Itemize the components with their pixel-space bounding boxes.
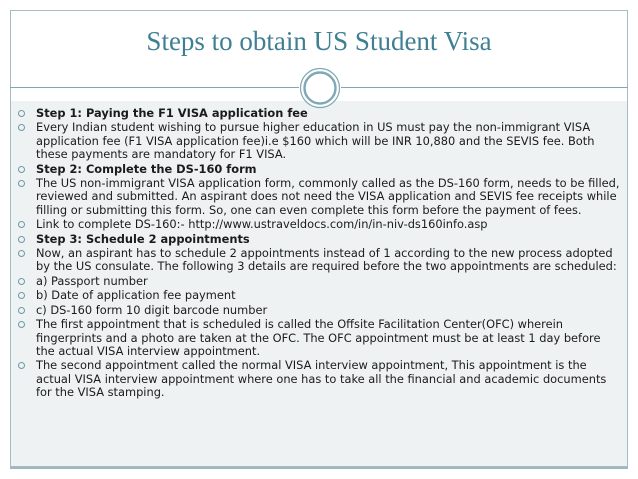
bullet-icon (18, 307, 25, 314)
list-item (18, 163, 620, 176)
list-item-text: The US non-immigrant VISA application form, commonly called as the DS-160 form, needs to be filled, reviewed and submitted. An aspirant does not need the VISA application and SEVIS fee receipts while filling or submitting this form. So, one can even complete this form before the payment of fees. (36, 176, 620, 217)
step-heading: Step 2: Complete the DS-160 form (36, 161, 257, 176)
list-item-text: c) DS-160 form 10 digit barcode number (36, 302, 268, 317)
bullet-icon (18, 250, 25, 257)
circle-ornament-icon (299, 67, 341, 109)
list-item (18, 233, 620, 246)
list-item-text: b) Date of application fee payment (36, 288, 236, 303)
list-item-text: Every Indian student wishing to pursue higher education in US must pay the non-immigrant VISA application fee (F1 VISA application fee)i.e $160 which will be INR 10,880 and the SEVIS fee. Both these payments are mandatory for F1 VISA. (36, 120, 595, 162)
bullet-icon (18, 321, 25, 328)
title-rule-right (341, 87, 628, 88)
list-item (18, 177, 620, 217)
title-rule-left (10, 87, 299, 88)
list-item-text: Now, an aspirant has to schedule 2 appointments instead of 1 according to the new process adopted by the US consulate. The following 3 details are required before the two appointments are scheduled: (36, 246, 617, 274)
slide-title: Steps to obtain US Student Visa (146, 26, 492, 56)
list-item-text: a) Passport number (36, 273, 148, 288)
bullet-icon (18, 362, 25, 369)
bullet-icon (18, 180, 25, 187)
list-item-text: The second appointment called the normal VISA interview appointment, This appointment is the actual VISA interview appointment where one has to take all the financial and academic documents for the VISA stamping. (36, 358, 607, 399)
list-item (18, 218, 620, 231)
list-item (18, 247, 620, 274)
list-item (18, 107, 620, 120)
bullet-list (18, 107, 620, 400)
list-item (18, 304, 620, 317)
list-item (18, 318, 620, 358)
bullet-icon (18, 292, 25, 299)
bullet-icon (18, 166, 25, 173)
bullet-icon (18, 221, 25, 228)
list-item (18, 275, 620, 288)
list-item-text: The first appointment that is scheduled is called the Offsite Facilitation Center(OFC) wherein fingerprints and a photo are taken at the OFC. The OFC appointment must be at least 1 day before the actual VISA interview appointment. (36, 317, 601, 358)
bullet-icon (18, 110, 25, 117)
step-heading: Step 1: Paying the F1 VISA application fee (36, 106, 308, 120)
list-item (18, 121, 620, 161)
bottom-strip (10, 467, 628, 469)
ds160-link-text: Link to complete DS-160:- http://www.ustraveldocs.com/in/in-niv-ds160info.asp (36, 217, 488, 232)
bullet-icon (18, 124, 25, 131)
step-heading: Step 3: Schedule 2 appointments (36, 231, 250, 246)
list-item (18, 359, 620, 399)
list-item (18, 289, 620, 302)
bullet-icon (18, 236, 25, 243)
bullet-icon (18, 278, 25, 285)
